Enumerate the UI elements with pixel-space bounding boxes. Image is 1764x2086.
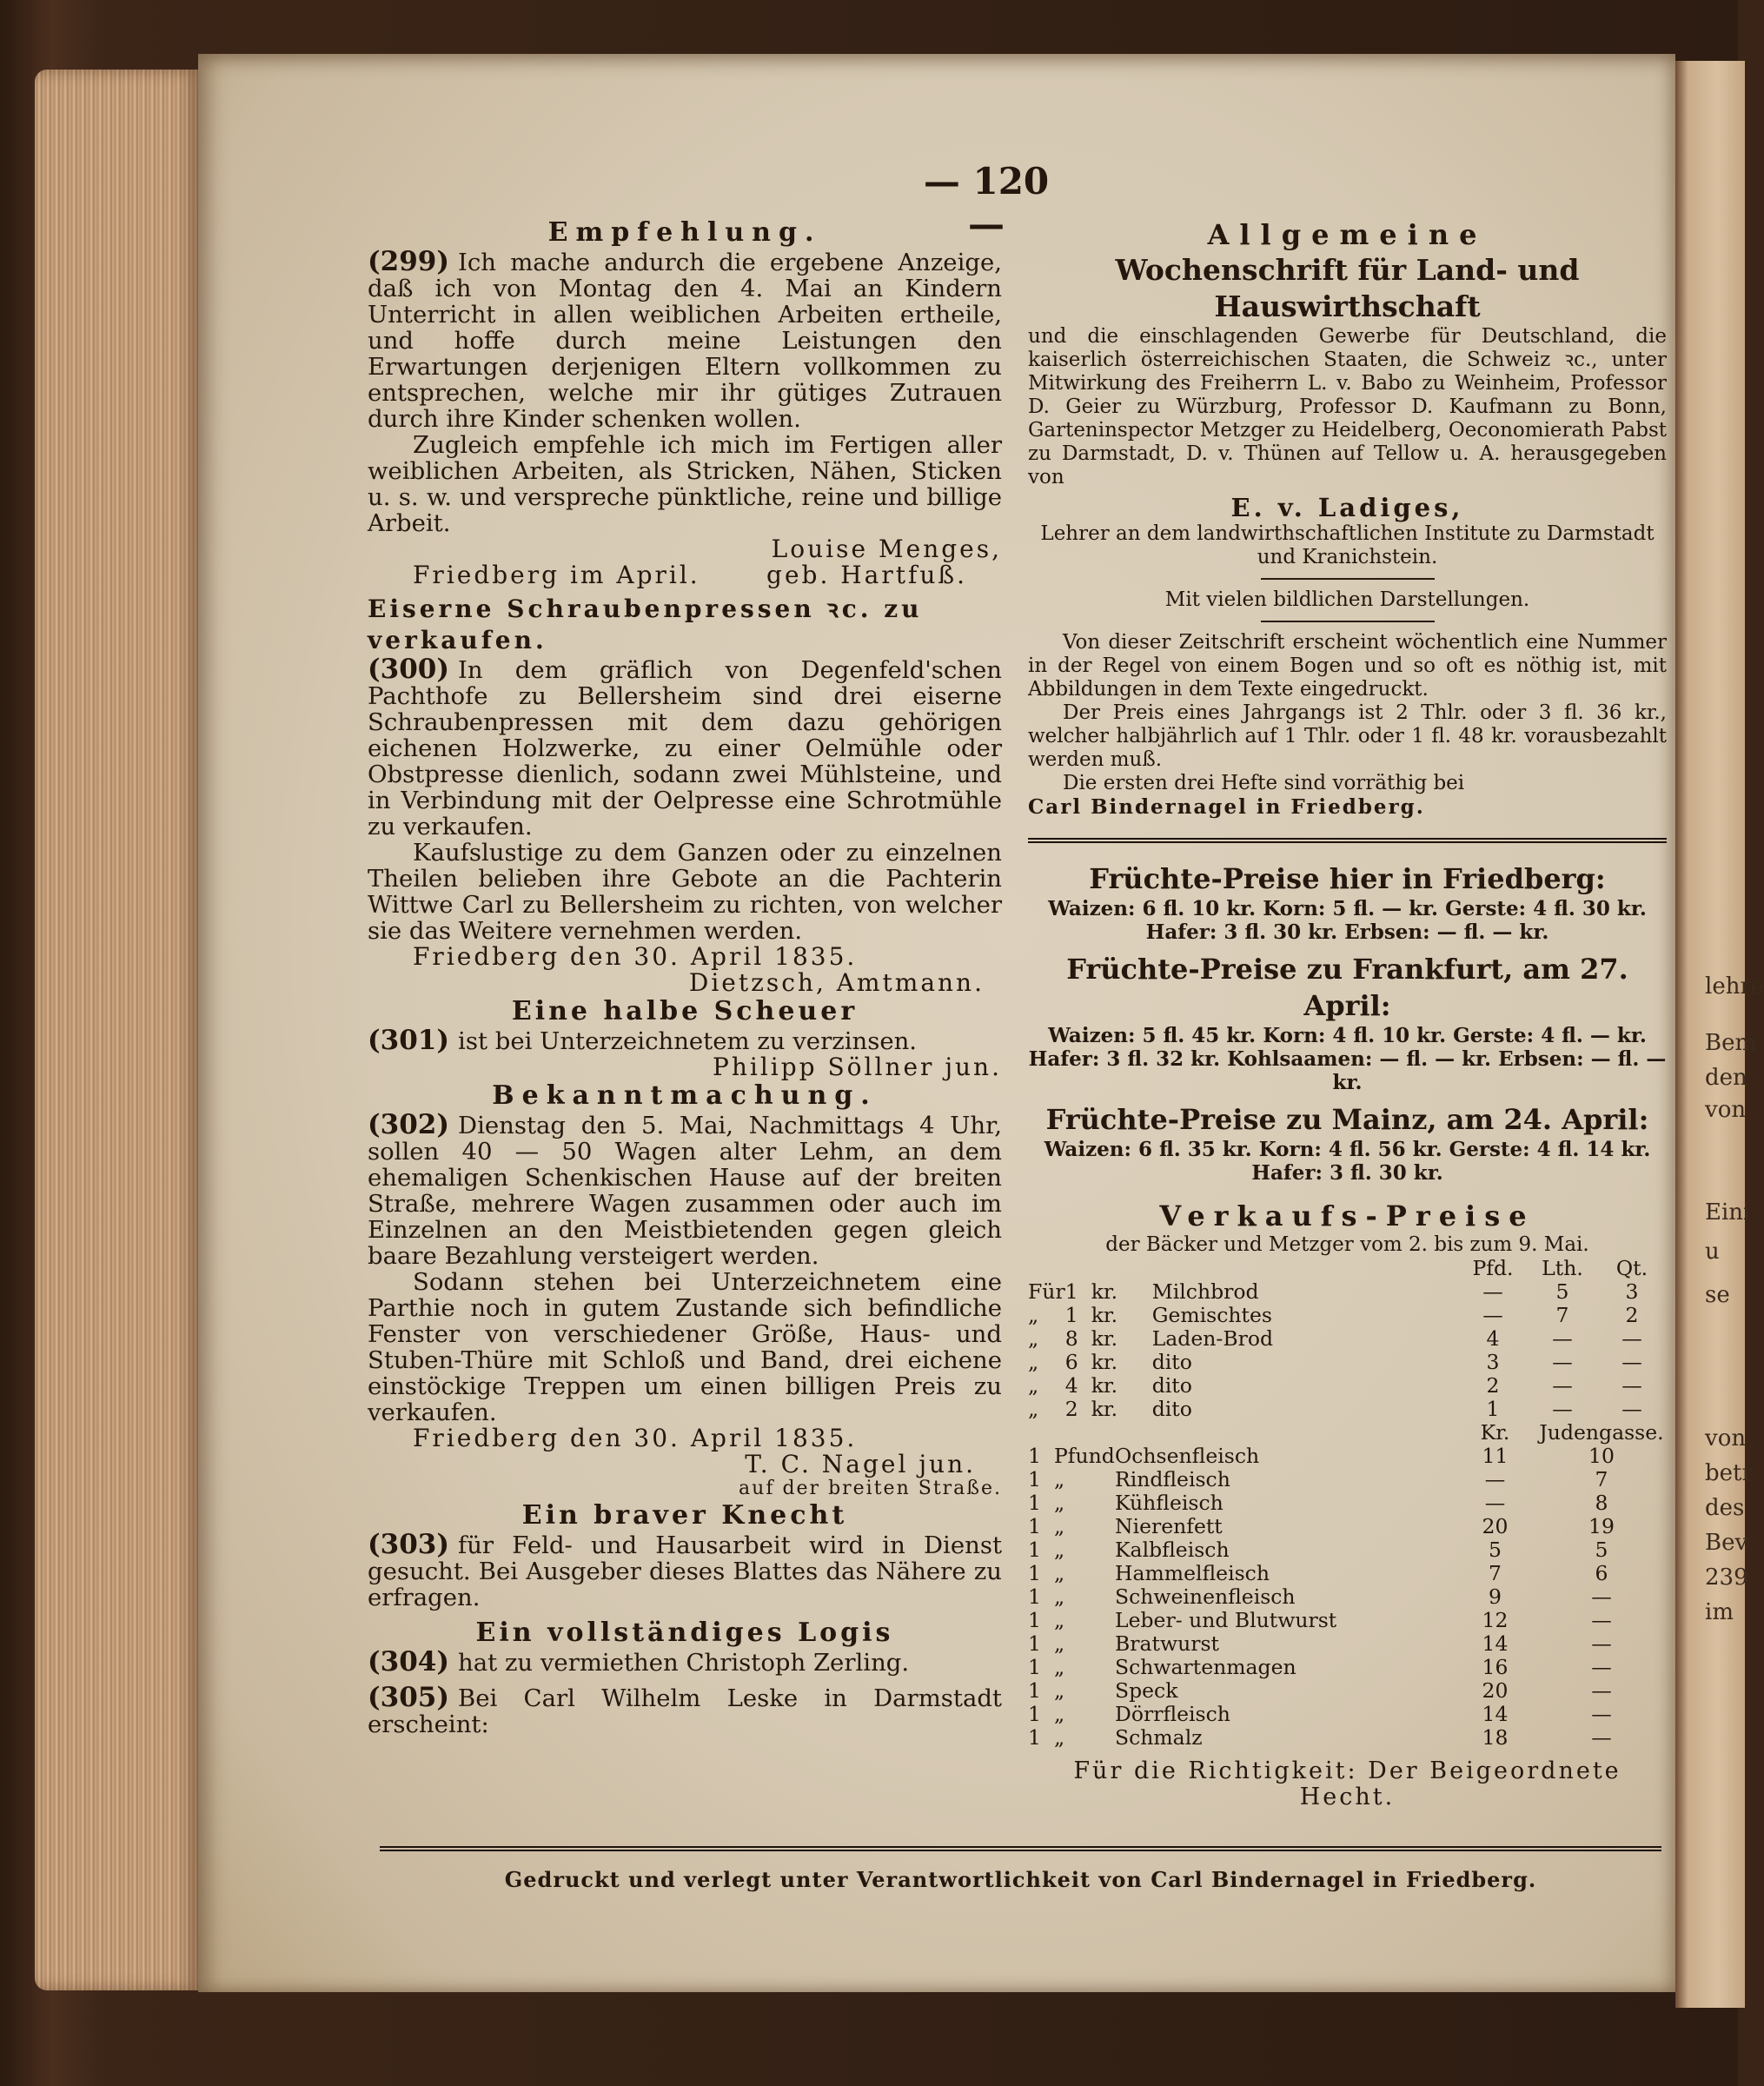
table-cell: 2	[1625, 1303, 1639, 1327]
table-cell: „	[1028, 1303, 1039, 1327]
table-cell: —	[1591, 1678, 1612, 1703]
notice-heading: Bekanntmachung.	[492, 1080, 878, 1111]
table-cell: 7	[1555, 1303, 1569, 1327]
table-cell: —	[1484, 1491, 1506, 1515]
table-cell: dito	[1151, 1397, 1192, 1421]
next-page-text-fragment: lehre	[1705, 973, 1764, 1000]
price-heading: Früchte-Preise zu Frankfurt, am 27. April:	[1066, 953, 1628, 1022]
table-cell: 8	[1064, 1326, 1078, 1351]
next-page-text-fragment: Bev	[1705, 1530, 1748, 1556]
table-cell: 1	[1028, 1678, 1041, 1703]
table-cell: 2	[1486, 1373, 1500, 1398]
notice-body: hat zu vermiethen Christoph Zerling.	[458, 1649, 910, 1677]
notice-place: Friedberg den 30. April 1835.	[413, 1424, 858, 1452]
notice-number: (299)	[368, 246, 450, 277]
sales-signature: Für die Richtigkeit: Der Beigeordnete Hecht.	[1073, 1757, 1621, 1810]
notice-300	[368, 594, 1002, 996]
table-cell: 19	[1588, 1514, 1615, 1538]
table-cell: —	[1621, 1373, 1642, 1398]
table-header-row	[1028, 1257, 1667, 1280]
table-cell: „	[1054, 1678, 1065, 1703]
notice-signature: Louise Menges,	[771, 535, 1002, 563]
notice-body: Dienstag den 5. Mai, Nachmittags 4 Uhr, sollen 40 — 50 Wagen alter Lehm, an dem ehemaligen Schenkischen Hause auf der breiten Straße, mehrere Wagen zusammen oder auch im Einzelnen an den Meistbietenden gegen gleich baare Bezahlung versteigert werden.	[368, 1112, 1002, 1270]
table-cell: 1	[1486, 1397, 1500, 1421]
price-line: Hafer: 3 fl. 30 kr.	[1251, 1161, 1443, 1185]
notice-number: (302)	[368, 1109, 450, 1140]
table-row	[1028, 1398, 1667, 1421]
table-cell: Leber- und Blutwurst	[1115, 1608, 1337, 1632]
ad-editor: E. v. Ladiges,	[1230, 493, 1464, 522]
next-page-text-fragment: den	[1705, 1065, 1747, 1091]
table-row	[1028, 1703, 1667, 1726]
table-cell: „	[1054, 1655, 1065, 1679]
bread-table	[1028, 1257, 1667, 1421]
table-cell: 1	[1028, 1655, 1041, 1679]
table-cell: Nierenfett	[1115, 1514, 1223, 1538]
notice-signature: Dietzsch, Amtmann.	[688, 968, 985, 997]
notice-303	[368, 1500, 1002, 1611]
next-page-text-fragment: im	[1705, 1599, 1734, 1625]
notice-305	[368, 1684, 1002, 1737]
table-row	[1028, 1679, 1667, 1703]
table-cell: —	[1552, 1397, 1573, 1421]
table-cell: „	[1028, 1326, 1039, 1351]
table-cell: Laden-Brod	[1151, 1326, 1274, 1351]
notice-number: (305)	[368, 1682, 450, 1713]
table-cell: „	[1054, 1561, 1065, 1585]
table-cell: 8	[1595, 1491, 1608, 1515]
column-header: Lth.	[1542, 1256, 1583, 1280]
table-cell: 1	[1028, 1584, 1041, 1609]
page-number: — 120 —	[923, 160, 1050, 245]
table-cell: —	[1591, 1608, 1612, 1632]
ad-subtitle: Wochenschrift für Land- und Hauswirthschaft	[1115, 253, 1580, 323]
table-cell: Schwartenmagen	[1115, 1655, 1296, 1679]
ad-paragraph-1: Von dieser Zeitschrift erscheint wöchentlich eine Nummer in der Regel von einem Bogen und so oft es nöthig ist, mit Abbildungen in dem Texte eingedruckt.	[1028, 631, 1667, 701]
table-cell: „	[1028, 1397, 1039, 1421]
notice-signature: T. C. Nagel jun.	[745, 1450, 976, 1478]
table-row	[1028, 1609, 1667, 1632]
next-page-text-fragment: des	[1705, 1495, 1745, 1521]
table-cell: Kühfleisch	[1115, 1491, 1224, 1515]
table-cell: 1	[1064, 1303, 1078, 1327]
table-cell: —	[1591, 1584, 1612, 1609]
table-cell: 1	[1028, 1538, 1041, 1562]
ad-description: und die einschlagenden Gewerbe für Deutschland, die kaiserlich österreichischen Staaten, die Schweiz ꝛc., unter Mitwirkung des Freiherrn L. v. Babo zu Weinheim, Professor D. Geier zu Würzburg, Professor D. Kaufmann zu Bonn, Garteninspector Metzger zu Heidelberg, Oeconomierath Pabst zu Darmstadt, D. v. Thünen auf Tellow u. A. herausgegeben von	[1028, 325, 1667, 488]
table-cell: —	[1591, 1655, 1612, 1679]
table-cell: 6	[1595, 1561, 1608, 1585]
table-row	[1028, 1374, 1667, 1398]
table-row	[1028, 1656, 1667, 1679]
table-cell: kr.	[1091, 1350, 1118, 1374]
table-row	[1028, 1726, 1667, 1750]
price-heading: Früchte-Preise zu Mainz, am 24. April:	[1045, 1103, 1649, 1136]
notice-body: In dem gräflich von Degenfeld'schen Pachthofe zu Bellersheim sind drei eiserne Schraubenpressen mit dem dazu gehörigen eichenen Holzwerke, zu einer Oelmühle oder Obstpresse dienlich, sodann zwei Mühlsteine, und in Verbindung mit der Oelpresse eine Schrotmühle zu verkaufen.	[368, 656, 1002, 840]
table-cell: „	[1054, 1514, 1065, 1538]
price-line: Waizen: 6 fl. 35 kr. Korn: 4 fl. 56 kr. Gerste: 4 fl. 14 kr.	[1044, 1138, 1651, 1161]
table-row	[1028, 1538, 1667, 1562]
table-cell: Schmalz	[1115, 1725, 1203, 1750]
notice-body-2: Zugleich empfehle ich mich im Fertigen aller weiblichen Arbeiten, als Stricken, Nähen, Sticken u. s. w. und verspreche pünktliche, reine und billige Arbeit.	[368, 431, 1002, 537]
table-cell: Schweinenfleisch	[1115, 1584, 1296, 1609]
notice-signature-2: geb. Hartfuß.	[766, 561, 967, 589]
column-header: Pfd.	[1472, 1256, 1514, 1280]
notice-heading: Empfehlung.	[547, 217, 822, 248]
table-cell: 20	[1482, 1514, 1509, 1538]
table-cell: kr.	[1091, 1303, 1118, 1327]
table-row	[1028, 1515, 1667, 1538]
sales-heading: Verkaufs-Preise	[1159, 1199, 1535, 1232]
table-cell: 10	[1588, 1444, 1615, 1468]
ad-paragraph-3: Die ersten drei Hefte sind vorräthig bei	[1063, 772, 1465, 794]
advertisement	[1028, 217, 1667, 819]
table-cell: —	[1591, 1631, 1612, 1656]
notice-place: Friedberg den 30. April 1835.	[413, 942, 858, 971]
table-cell: dito	[1151, 1350, 1192, 1374]
table-cell: „	[1054, 1702, 1065, 1726]
table-cell: kr.	[1091, 1326, 1118, 1351]
table-cell: Rindfleisch	[1115, 1467, 1230, 1491]
table-cell: 1	[1064, 1279, 1078, 1304]
table-cell: —	[1591, 1725, 1612, 1750]
table-row	[1028, 1491, 1667, 1515]
table-header-row	[1028, 1421, 1667, 1445]
table-cell: 14	[1482, 1702, 1509, 1726]
table-cell: 1	[1028, 1631, 1041, 1656]
table-cell: „	[1054, 1725, 1065, 1750]
notice-body: ist bei Unterzeichnetem zu verzinsen.	[458, 1027, 918, 1055]
notice-place: Friedberg im April.	[413, 561, 700, 589]
table-cell: dito	[1151, 1373, 1192, 1398]
table-cell: 1	[1028, 1702, 1041, 1726]
ad-title: Allgemeine	[1207, 218, 1488, 251]
column-header: Judengasse.	[1539, 1420, 1664, 1445]
table-row	[1028, 1585, 1667, 1609]
table-cell: 1	[1028, 1725, 1041, 1750]
table-cell: 7	[1489, 1561, 1502, 1585]
table-cell: 1	[1028, 1561, 1041, 1585]
table-cell: —	[1621, 1350, 1642, 1374]
table-cell: „	[1054, 1631, 1065, 1656]
footer-imprint: Gedruckt und verlegt unter Verantwortlichkeit von Carl Bindernagel in Friedberg.	[504, 1867, 1537, 1892]
column-header: Qt.	[1615, 1256, 1648, 1280]
table-cell: Milchbrod	[1151, 1279, 1259, 1304]
grain-prices	[1028, 860, 1667, 1185]
table-row	[1028, 1304, 1667, 1327]
table-row	[1028, 1468, 1667, 1491]
table-cell: Kalbfleisch	[1115, 1538, 1230, 1562]
table-cell: „	[1054, 1608, 1065, 1632]
table-cell: —	[1484, 1467, 1506, 1491]
divider	[1261, 621, 1435, 622]
next-page-text-fragment: Eini	[1705, 1199, 1751, 1226]
notice-signature: Philipp Söllner jun.	[713, 1053, 1002, 1081]
sales-prices	[1028, 1199, 1667, 1810]
notice-address: auf der breiten Straße.	[739, 1478, 1002, 1499]
table-cell: —	[1552, 1373, 1573, 1398]
sales-subheading: der Bäcker und Metzger vom 2. bis zum 9. Mai.	[1105, 1233, 1589, 1256]
table-cell: Pfund	[1054, 1444, 1115, 1468]
table-cell: 2	[1064, 1397, 1078, 1421]
meat-table	[1028, 1421, 1667, 1750]
notice-301	[368, 996, 1002, 1080]
table-cell: 4	[1486, 1326, 1500, 1351]
table-cell: Bratwurst	[1115, 1631, 1219, 1656]
ad-editor-description: Lehrer an dem landwirthschaftlichen Institute zu Darmstadt und Kranichstein.	[1040, 522, 1655, 568]
next-page-text-fragment: betr	[1705, 1460, 1753, 1486]
table-row	[1028, 1327, 1667, 1351]
table-row	[1028, 1632, 1667, 1656]
left-column	[368, 217, 1002, 1737]
next-page-text-fragment: 239	[1705, 1564, 1748, 1591]
table-cell: „	[1028, 1373, 1039, 1398]
right-column	[1028, 217, 1667, 1810]
price-block-frankfurt	[1028, 951, 1667, 1094]
notice-body: Ich mache andurch die ergebene Anzeige, daß ich von Montag den 4. Mai an Kindern Unterricht in allen weiblichen Arbeiten ertheile, und hoffe durch meine Leistungen den Erwartungen derjenigen Eltern vollkommen zu entsprechen, welche mir ihr gütiges Zutrauen durch ihre Kinder schenken wollen.	[368, 249, 1002, 433]
table-row	[1028, 1562, 1667, 1585]
table-cell: 4	[1064, 1373, 1078, 1398]
table-cell: Gemischtes	[1151, 1303, 1272, 1327]
table-cell: 7	[1595, 1467, 1608, 1491]
table-cell: 11	[1482, 1444, 1509, 1468]
table-row	[1028, 1351, 1667, 1374]
table-cell: —	[1482, 1279, 1503, 1304]
notice-heading: Ein vollständiges Logis	[475, 1618, 894, 1648]
table-row	[1028, 1445, 1667, 1468]
table-cell: kr.	[1091, 1373, 1118, 1398]
notice-body-2: Sodann stehen bei Unterzeichnetem eine Parthie noch in gutem Zustande sich befindliche Fenster von verschiedener Größe, Haus- und Stuben-Thüre mit Schloß und Band, drei eichene einstöckige Treppen um einen billigen Preis zu verkaufen.	[368, 1268, 1002, 1426]
table-cell: 5	[1595, 1538, 1608, 1562]
notice-304	[368, 1618, 1002, 1676]
ad-paragraph-2: Der Preis eines Jahrgangs ist 2 Thlr. oder 3 fl. 36 kr., welcher halbjährlich auf 1 Thlr. oder 1 fl. 48 kr. vorausbezahlt werden muß.	[1028, 701, 1667, 771]
table-cell: 16	[1482, 1655, 1509, 1679]
price-block-mainz	[1028, 1101, 1667, 1185]
table-cell: 5	[1555, 1279, 1569, 1304]
divider	[1261, 578, 1435, 580]
table-cell: 20	[1482, 1678, 1509, 1703]
next-page-text-fragment: se	[1705, 1282, 1730, 1308]
notice-number: (301)	[368, 1025, 450, 1056]
table-cell: kr.	[1091, 1397, 1118, 1421]
table-cell: „	[1054, 1538, 1065, 1562]
section-divider	[1028, 838, 1667, 843]
notice-number: (303)	[368, 1529, 450, 1560]
table-cell: 1	[1028, 1467, 1041, 1491]
next-page-text-fragment: von	[1705, 1097, 1747, 1123]
table-cell: 9	[1489, 1584, 1502, 1609]
table-cell: „	[1028, 1350, 1039, 1374]
table-cell: „	[1054, 1491, 1065, 1515]
table-cell: 1	[1028, 1514, 1041, 1538]
table-cell: —	[1552, 1350, 1573, 1374]
price-line: Hafer: 3 fl. 32 kr. Kohlsaamen: — fl. — kr. Erbsen: — fl. — kr.	[1028, 1047, 1667, 1094]
notice-number: (304)	[368, 1646, 450, 1677]
table-cell: Dörrfleisch	[1115, 1702, 1230, 1726]
notice-number: (300)	[368, 654, 450, 685]
table-cell: 3	[1625, 1279, 1639, 1304]
ad-illustrations: Mit vielen bildlichen Darstellungen.	[1164, 588, 1530, 611]
notice-heading: Ein braver Knecht	[521, 1500, 848, 1531]
table-cell: 6	[1064, 1350, 1078, 1374]
table-cell: 12	[1482, 1608, 1509, 1632]
notice-302	[368, 1080, 1002, 1500]
table-cell: 18	[1482, 1725, 1509, 1750]
next-page-text-fragment: von	[1705, 1425, 1747, 1452]
table-cell: „	[1054, 1584, 1065, 1609]
table-cell: 3	[1486, 1350, 1500, 1374]
next-page-text-fragment: Bem	[1705, 1030, 1757, 1056]
next-page-text-fragment: u	[1705, 1239, 1720, 1265]
table-cell: 1	[1028, 1491, 1041, 1515]
table-cell: Speck	[1115, 1678, 1178, 1703]
notice-heading: Eiserne Schraubenpressen ꝛc. zu verkaufen.	[368, 595, 923, 654]
table-cell: —	[1552, 1326, 1573, 1351]
table-cell: 5	[1489, 1538, 1502, 1562]
price-heading: Früchte-Preise hier in Friedberg:	[1089, 862, 1606, 895]
table-row	[1028, 1280, 1667, 1304]
table-cell: Für	[1028, 1279, 1065, 1304]
footer-rule	[380, 1846, 1661, 1851]
next-page-edge	[1675, 61, 1764, 2008]
table-cell: —	[1621, 1326, 1642, 1351]
ad-seller: Carl Bindernagel in Friedberg.	[1028, 795, 1425, 819]
table-cell: —	[1591, 1702, 1612, 1726]
price-line: Waizen: 6 fl. 10 kr. Korn: 5 fl. — kr. Gerste: 4 fl. 30 kr.	[1048, 897, 1647, 920]
table-cell: Ochsenfleisch	[1115, 1444, 1260, 1468]
book-page-edges	[35, 70, 200, 1990]
notice-body: Bei Carl Wilhelm Leske in Darmstadt erscheint:	[368, 1684, 1002, 1738]
notice-body: für Feld- und Hausarbeit wird in Dienst gesucht. Bei Ausgeber dieses Blattes das Nähere zu erfragen.	[368, 1531, 1002, 1611]
notice-heading: Eine halbe Scheuer	[511, 996, 859, 1026]
table-cell: „	[1054, 1467, 1065, 1491]
table-cell: 14	[1482, 1631, 1509, 1656]
table-cell: Hammelfleisch	[1115, 1561, 1270, 1585]
notice-body-2: Kaufslustige zu dem Ganzen oder zu einzelnen Theilen belieben ihre Gebote an die Pachterin Wittwe Carl zu Bellersheim zu richten, von welcher sie das Weitere vernehmen werden.	[368, 839, 1002, 945]
table-cell: —	[1621, 1397, 1642, 1421]
table-cell: kr.	[1091, 1279, 1118, 1304]
notice-299	[368, 217, 1002, 588]
price-line: Waizen: 5 fl. 45 kr. Korn: 4 fl. 10 kr. Gerste: 4 fl. — kr.	[1048, 1024, 1647, 1047]
table-cell: —	[1482, 1303, 1503, 1327]
table-cell: 1	[1028, 1444, 1041, 1468]
table-cell: 1	[1028, 1608, 1041, 1632]
price-block-friedberg	[1028, 860, 1667, 944]
price-line: Hafer: 3 fl. 30 kr. Erbsen: — fl. — kr.	[1145, 920, 1549, 944]
column-header: Kr.	[1480, 1420, 1510, 1445]
